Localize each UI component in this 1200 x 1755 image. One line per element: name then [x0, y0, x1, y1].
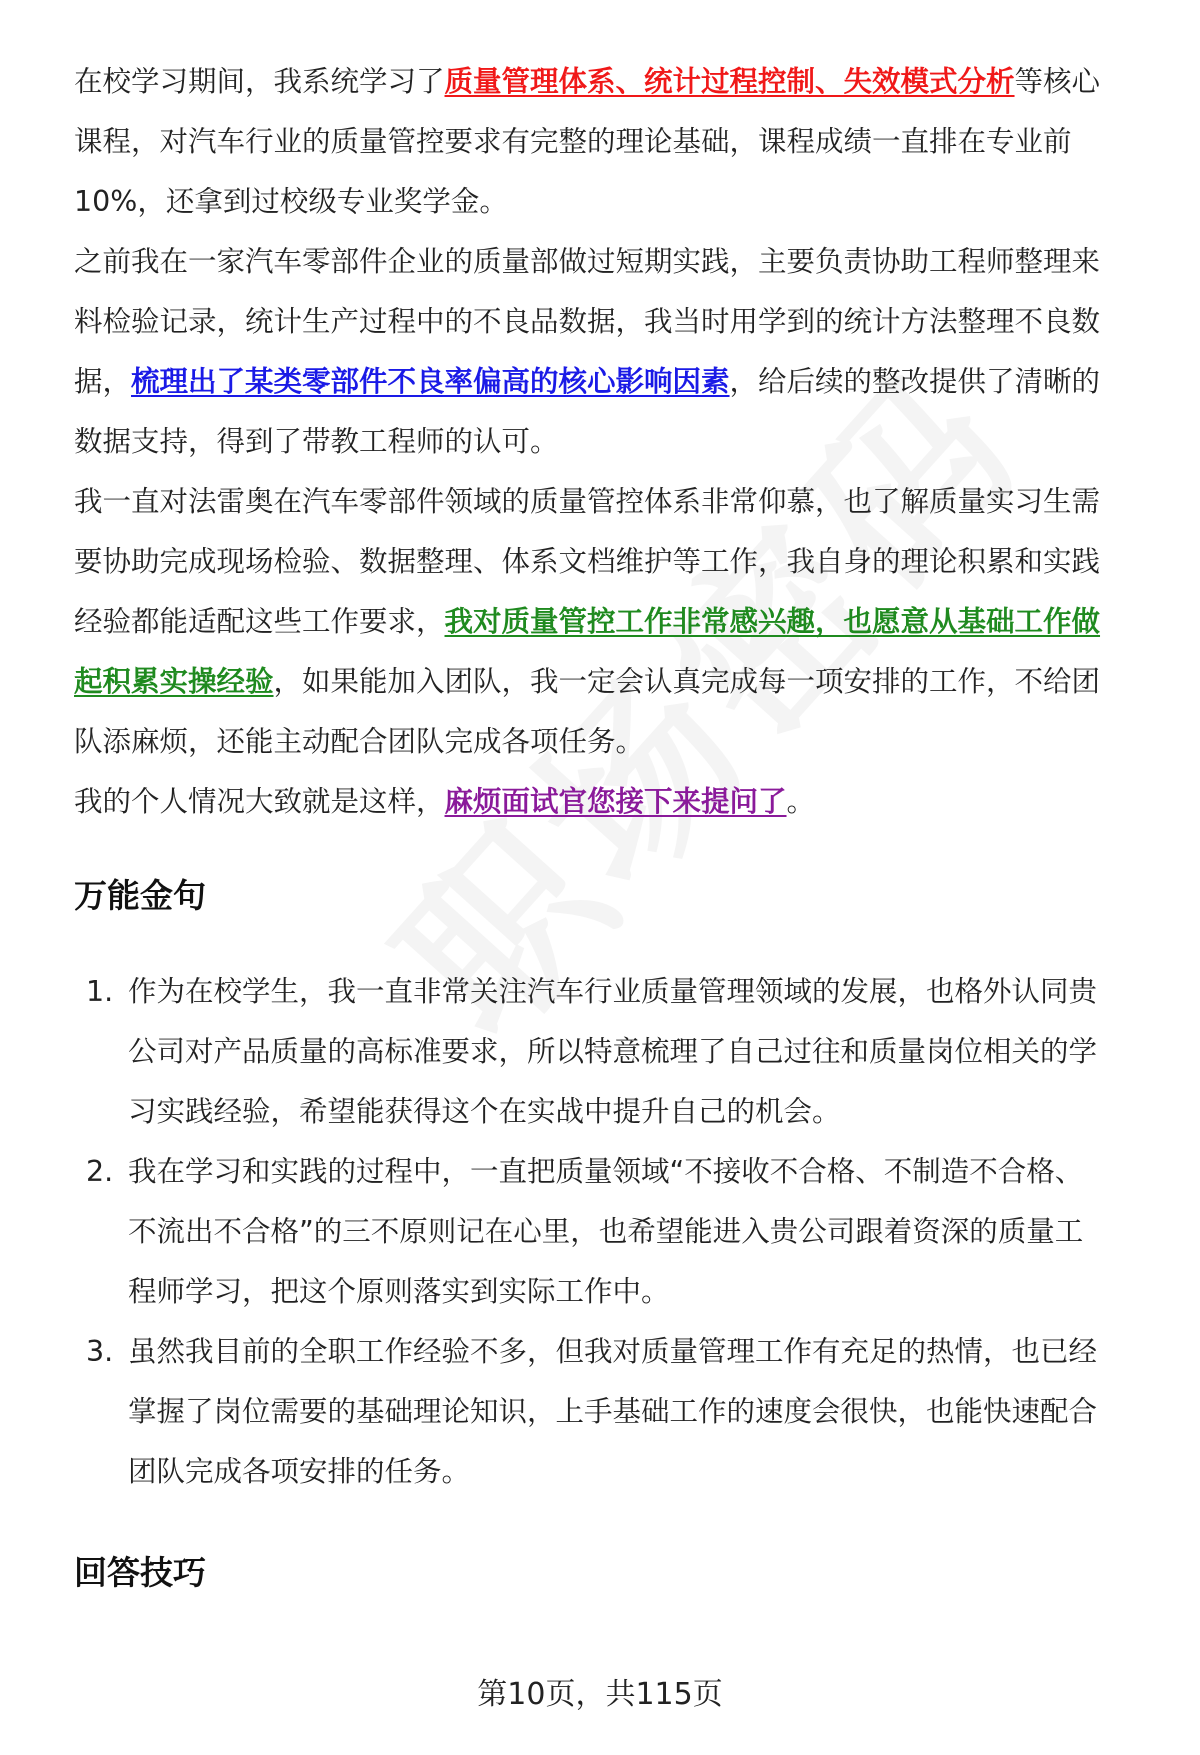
- text-span: 课程，对汽车行业的质量管控要求有完整的理论基础，课程成绩一直排在专业前: [74, 125, 1072, 158]
- text-span: ，如果能加入团队，我一定会认真完成每一项安排的工作，不给团: [273, 665, 1101, 698]
- page-footer: 第10页，共115页: [477, 1677, 723, 1712]
- list-number: 3.: [86, 1335, 114, 1368]
- text-line: 团队完成各项安排的任务。: [128, 1455, 471, 1488]
- text-span: 等核心: [1014, 65, 1101, 98]
- text-line: 公司对产品质量的高标准要求，所以特意梳理了自己过往和质量岗位相关的学: [128, 1035, 1098, 1068]
- paragraph: [74, 472, 1146, 772]
- text-line: [74, 592, 1146, 652]
- golden-sentence-list: [74, 962, 1146, 1502]
- paragraph: [74, 52, 1146, 232]
- text-span: 。: [786, 785, 816, 818]
- text-span: 数据支持，得到了带教工程师的认可。: [74, 425, 559, 458]
- paragraph: [74, 772, 1146, 832]
- text-line: 作为在校学生，我一直非常关注汽车行业质量管理领域的发展，也格外认同贵: [128, 975, 1098, 1008]
- text-line: [74, 232, 1146, 292]
- text-span: 队添麻烦，还能主动配合团队完成各项任务。: [74, 725, 645, 758]
- text-span: 10%，还拿到过校级专业奖学金。: [74, 185, 508, 218]
- section-title-answer-tips: 回答技巧: [74, 1553, 206, 1592]
- text-line: [74, 352, 1146, 412]
- highlighted-text: 起积累实操经验: [74, 665, 274, 698]
- section-title-golden-sentences: 万能金句: [74, 876, 206, 915]
- text-line: [74, 112, 1146, 172]
- text-line: [74, 172, 1146, 232]
- text-line: [74, 532, 1146, 592]
- highlighted-text: 麻烦面试官您接下来提问了: [444, 785, 787, 818]
- text-line: [74, 52, 1146, 112]
- text-span: 要协助完成现场检验、数据整理、体系文档维护等工作，我自身的理论积累和实践: [74, 545, 1101, 578]
- intro-body: [74, 52, 1146, 832]
- text-line: 虽然我目前的全职工作经验不多，但我对质量管理工作有充足的热情，也已经: [128, 1335, 1098, 1368]
- text-line: [74, 712, 1146, 772]
- text-line: 程师学习，把这个原则落实到实际工作中。: [128, 1275, 670, 1308]
- text-line: 我在学习和实践的过程中，一直把质量领域“不接收不合格、不制造不合格、: [128, 1155, 1084, 1188]
- list-item: [74, 1322, 1146, 1502]
- list-number: 2.: [86, 1155, 114, 1188]
- list-item: [74, 1142, 1146, 1322]
- list-item: [74, 962, 1146, 1142]
- highlighted-text: 质量管理体系、统计过程控制、失效模式分析: [444, 65, 1015, 98]
- text-line: [74, 472, 1146, 532]
- highlighted-text: 梳理出了某类零部件不良率偏高的核心影响因素: [131, 365, 730, 398]
- text-line: 不流出不合格”的三不原则记在心里，也希望能进入贵公司跟着资深的质量工: [128, 1215, 1084, 1248]
- text-line: 习实践经验，希望能获得这个在实战中提升自己的机会。: [128, 1095, 841, 1128]
- list-number: 1.: [86, 975, 114, 1008]
- text-line: 掌握了岗位需要的基础理论知识，上手基础工作的速度会很快，也能快速配合: [128, 1395, 1098, 1428]
- text-span: 我一直对法雷奥在汽车零部件领域的质量管控体系非常仰慕，也了解质量实习生需: [74, 485, 1101, 518]
- text-span: ，给后续的整改提供了清晰的: [729, 365, 1101, 398]
- text-line: [74, 652, 1146, 712]
- text-span: 据，: [74, 365, 132, 398]
- text-line: [74, 772, 1146, 832]
- text-span: 之前我在一家汽车零部件企业的质量部做过短期实践，主要负责协助工程师整理来: [74, 245, 1101, 278]
- text-span: 经验都能适配这些工作要求，: [74, 605, 445, 638]
- text-span: 我的个人情况大致就是这样，: [74, 785, 445, 818]
- text-span: 料检验记录，统计生产过程中的不良品数据，我当时用学到的统计方法整理不良数: [74, 305, 1101, 338]
- text-line: [74, 412, 1146, 472]
- text-line: [74, 292, 1146, 352]
- paragraph: [74, 232, 1146, 472]
- highlighted-text: 我对质量管控工作非常感兴趣，也愿意从基础工作做: [444, 605, 1101, 638]
- text-span: 在校学习期间，我系统学习了: [74, 65, 445, 98]
